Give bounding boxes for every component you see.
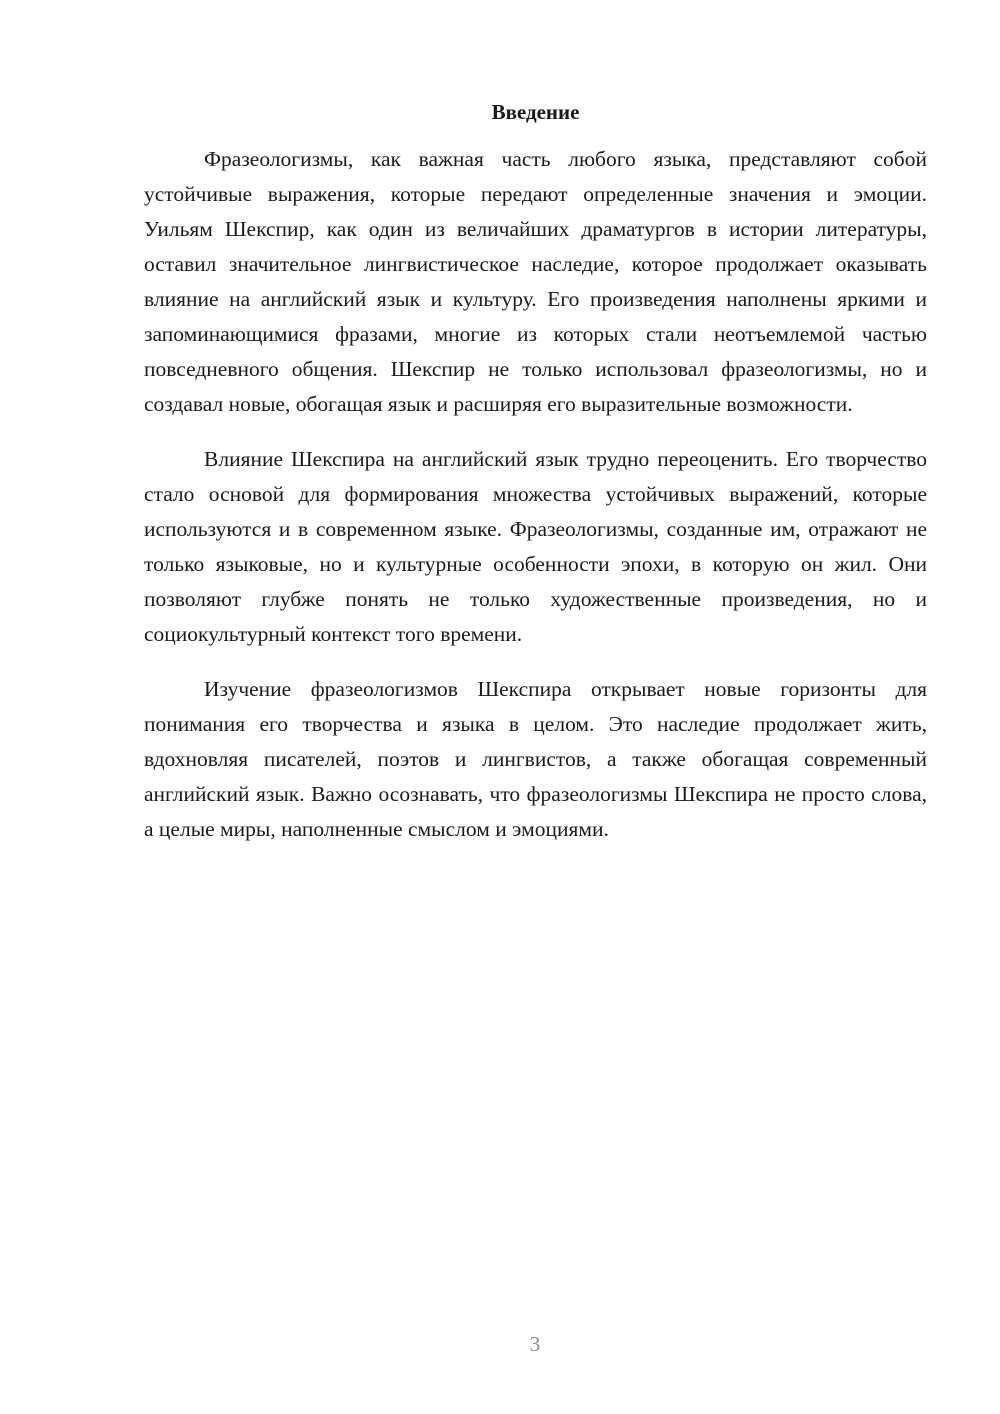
paragraph-3: Изучение фразеологизмов Шекспира открывает новые горизонты для понимания его творчества и языка в целом. Это наследие продолжает жить, вдохновляя писателей, поэтов и лингвистов, а также обогащая современный английский язык. Важно осознавать, что фразеологизмы Шекспира не просто слова, а целые миры, наполненные смыслом и эмоциями. <box>144 677 927 841</box>
body-text <box>144 142 927 867</box>
paragraph-2: Влияние Шекспира на английский язык трудно переоценить. Его творчество стало основой для формирования множества устойчивых выражений, которые используются и в современном языке. Фразеологизмы, созданные им, отражают не только языковые, но и культурные особенности эпохи, в которую он жил. Они позволяют глубже понять не только художественные произведения, но и социокультурный контекст того времени. <box>144 447 927 646</box>
paragraph-1: Фразеологизмы, как важная часть любого языка, представляют собой устойчивые выражения, которые передают определенные значения и эмоции. Уильям Шекспир, как один из величайших драматургов в истории литературы, оставил значительное лингвистическое наследие, которое продолжает оказывать влияние на английский язык и культуру. Его произведения наполнены яркими и запоминающимися фразами, многие из которых стали неотъемлемой частью повседневного общения. Шекспир не только использовал фразеологизмы, но и создавал новые, обогащая язык и расширяя его выразительные возможности. <box>144 147 927 416</box>
page-number: 3 <box>529 1332 541 1356</box>
section-heading: Введение <box>491 100 580 124</box>
